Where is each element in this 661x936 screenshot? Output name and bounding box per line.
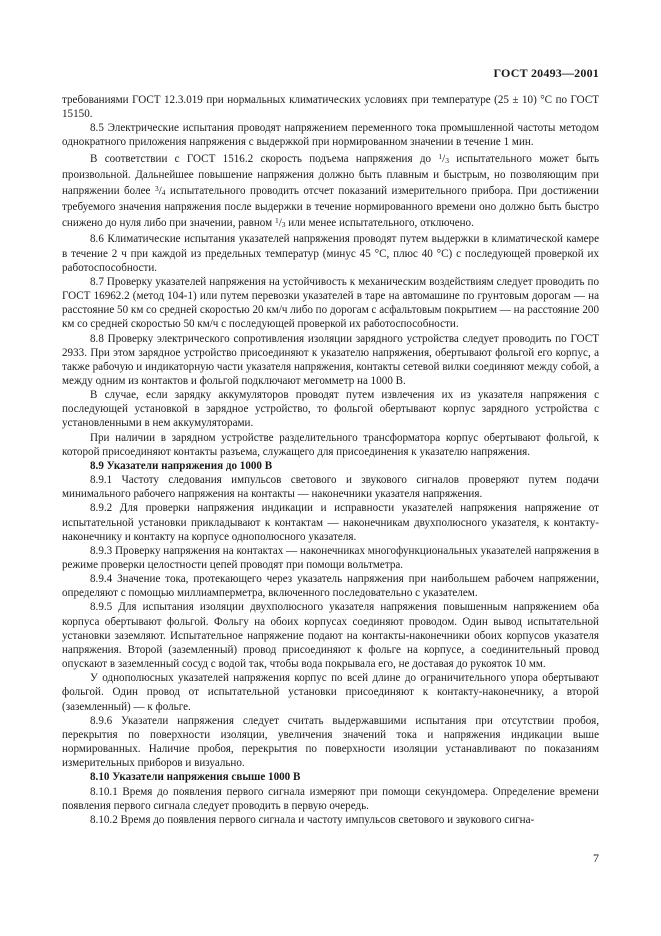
paragraph-8-10-1: 8.10.1 Время до появления первого сигнала измеряют при помощи секундомера. Определение времени появления первого сигнала следует проводить в первую очередь. [62, 785, 599, 812]
text-segment: В соответствии с ГОСТ 1516.2 скорость подъема напряжения до [90, 152, 439, 165]
text-segment: или менее испытательного, отключено. [285, 217, 474, 230]
paragraph-8-8: 8.8 Проверку электрического сопротивления изоляции зарядного устройства следует проводить по ГОСТ 2933. При этом зарядное устройство присоединяют к указателю напряжения, обертывают фольгой его корпус, а также рабочую и индикаторную части указателя напряжения, контакты сетевой вилки соединяют между собой, а между одним из контактов и фольгой подключают мегомметр на 1000 В. [62, 332, 599, 387]
paragraph-8-6: 8.6 Климатические испытания указателей напряжения проводят путем выдержки в климатической камере в течение 2 ч при каждой из предельных температур (минус 45 °С, плюс 40 °С) с последующей проверкой их работоспособности. [62, 233, 599, 274]
document-body [62, 93, 599, 827]
section-heading-8-9: 8.9 Указатели напряжения до 1000 В [90, 459, 273, 472]
fraction-denominator: 3 [281, 220, 286, 230]
page-number: 7 [593, 851, 599, 865]
paragraph-8-9-5-b: У однополюсных указателей напряжения корпус по всей длине до ограничительного упора обертывают фольгой. Один провод от испытательной установки присоединяют к контакту-наконечнику, а второй (заземленный) — к фольге. [62, 672, 599, 713]
paragraph-8-9-5: 8.9.5 Для испытания изоляции двухполюсного указателя напряжения повышенным напряжением оба корпуса обертывают фольгой. Фольгу на обоих корпусах соединяют проводом. Один вывод испытательной установки заземляют. Испытательное напряжение подают на контакты-наконечники обоих корпусов указателя напряжения. Второй (заземленный) провод присоединяют к фольге на корпусе, а соединительный провод опускают в заземленный сосуд с водой так, чтобы вода покрывала его, не доставая до рукояток 10 мм. [62, 601, 599, 671]
section-heading-8-10: 8.10 Указатели напряжения свыше 1000 В [90, 771, 301, 784]
paragraph-8-9-6: 8.9.6 Указатели напряжения следует считать выдержавшими испытания при отсутствии пробоя, перекрытия по поверхности изоляции, увеличения значений тока и напряжения индикации выше нормированных. Наличие пробоя, перекрытия по поверхности изоляции устанавливают по показаниям измерительных приборов и визуально. [62, 714, 599, 770]
text-segment: испытательного проводить отсчет показаний измерительного прибора. При достижении требуемого значения напряжения после выдержки в течение нормированного времени оно должно быть быстро снижено до нуля либо при значении, равном [62, 184, 599, 230]
paragraph-8-9-1: 8.9.1 Частоту следования импульсов светового и звукового сигналов проверяют путем подачи минимального рабочего напряжения на контакты — наконечники указателя напряжения. [62, 474, 599, 501]
paragraph-8-10-2: 8.10.2 Время до появления первого сигнала и частоту импульсов светового и звукового сигна- [90, 813, 535, 826]
paragraph-8-5: 8.5 Электрические испытания проводят напряжением переменного тока промышленной частоты методом однократного приложения напряжения с выдержкой при нормированном значении в течение 1 мин. [62, 122, 599, 149]
paragraph-8-9-2: 8.9.2 Для проверки напряжения индикации и исправности указателей напряжения напряжение от испытательной установки прикладывают к контактам — наконечникам двухполюсного указателя, к контакту-наконечнику и контакту на корпусе однополюсного указателя. [62, 502, 599, 543]
paragraph-8-9-4: 8.9.4 Значение тока, протекающего через указатель напряжения при наибольшем рабочем напряжении, определяют с помощью миллиамперметра, включенного последовательно с указателем. [62, 573, 599, 600]
paragraph-8-8-b: В случае, если зарядку аккумуляторов проводят путем извлечения их из указателя напряжения с последующей установкой в зарядное устройство, то фольгой обертывают корпус зарядного устройства с установленными в нем аккумуляторами. [62, 389, 599, 430]
text-segment: испытательного может быть произвольной. Дальнейшее повышение напряжения должно быть плавным и быстрым, но позволяющим при напряжении более [62, 152, 600, 197]
paragraph-8-9-3: 8.9.3 Проверку напряжения на контактах — наконечниках многофункциональных указателей напряжения в режиме проверки целостности цепей проводят при помощи вольтметра. [62, 544, 599, 571]
paragraph-8-5-b: В соответствии с ГОСТ 1516.2 скорость подъема напряжения до $^1$/3 испытательного может быть произвольной. Дальнейшее повышение напряжения должно быть плавным и быстрым, но позволяющим при напряжении более $^3$/4 испытательного проводить отсчет показаний измерительного прибора. При достижении требуемого значения напряжения после выдержки в течение нормированного времени оно должно быть быстро снижено до нуля либо при значении, равном $^1$/3 или менее испытательного, отключено. [62, 151, 600, 230]
standard-header: ГОСТ 20493—2001 [493, 66, 599, 80]
paragraph-intro: требованиями ГОСТ 12.3.019 при нормальных климатических условиях при температуре (25 ± 10) °С по ГОСТ 15150. [62, 94, 599, 121]
fraction-numerator: 3 [154, 183, 159, 193]
fraction-denominator: 3 [445, 155, 449, 165]
fraction-numerator: 1 [438, 151, 443, 161]
fraction-denominator: 4 [161, 187, 166, 197]
fraction-numerator: 1 [274, 216, 279, 226]
paragraph-8-8-c: При наличии в зарядном устройстве разделительного трансформатора корпус обертывают фольгой, к которой присоединяют контакты разъема, служащего для присоединения к указателю напряжения. [62, 431, 599, 458]
paragraph-8-7: 8.7 Проверку указателей напряжения на устойчивость к механическим воздействиям следует проводить по ГОСТ 16962.2 (метод 104-1) или путем перевозки указателей в таре на автомашине по грунтовым дорогам — на расстояние 50 км со средней скоростью 20 км/ч либо по дорогам с асфальтовым покрытием — на расстояние 200 км со средней скоростью 50 км/ч с последующей проверкой их работоспособности. [62, 275, 599, 331]
